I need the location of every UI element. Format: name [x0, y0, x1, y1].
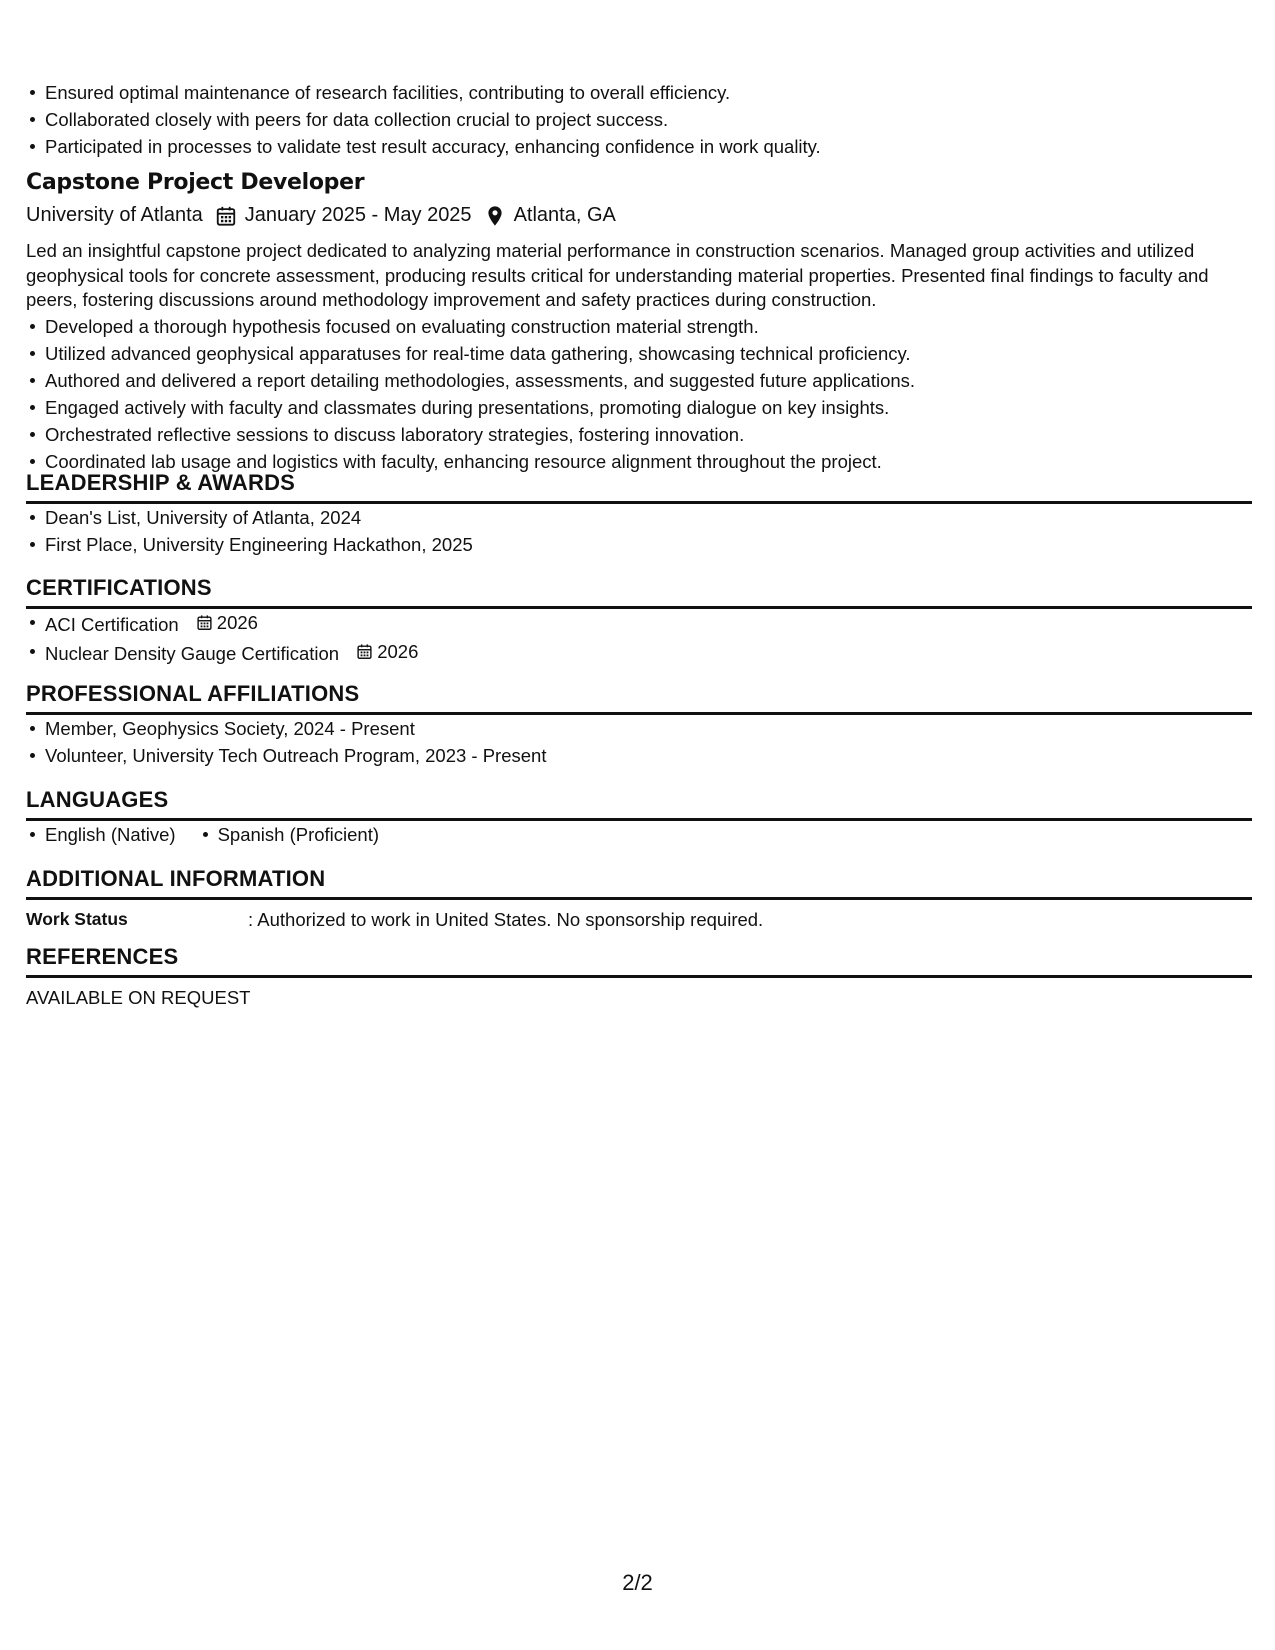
list-item	[45, 638, 1252, 667]
section-title: LANGUAGES	[26, 787, 169, 812]
work-status-row	[26, 906, 1252, 933]
certification-name: ACI Certification	[45, 614, 179, 635]
work-status-value: : Authorized to work in United States. No sponsorship required.	[248, 909, 764, 930]
list-item: Engaged actively with faculty and classmates during presentations, promoting dialogue on key insights.	[45, 394, 915, 421]
affiliations-section	[26, 680, 1252, 769]
job-title: Capstone Project Developer	[26, 170, 365, 195]
section-title: REFERENCES	[26, 944, 179, 969]
references-section	[26, 943, 1252, 1011]
languages-section	[26, 786, 1252, 848]
certifications-list	[26, 609, 1252, 667]
list-item: Dean's List, University of Atlanta, 2024	[45, 504, 1252, 531]
leadership-section	[26, 469, 1252, 558]
list-item: Spanish (Proficient)	[218, 821, 379, 848]
job-dates: January 2025 - May 2025	[244, 204, 472, 226]
section-divider	[26, 975, 1252, 978]
certification-name: Nuclear Density Gauge Certification	[45, 643, 340, 664]
list-item: Volunteer, University Tech Outreach Program, 2023 - Present	[45, 742, 1252, 769]
list-item: Developed a thorough hypothesis focused on evaluating construction material strength.	[45, 313, 915, 340]
list-item: First Place, University Engineering Hackathon, 2025	[45, 531, 1252, 558]
section-title: LEADERSHIP & AWARDS	[26, 470, 296, 495]
certification-year: 2026	[377, 641, 419, 662]
list-item: English (Native)	[45, 821, 176, 848]
leadership-list	[26, 504, 1252, 558]
section-divider	[26, 897, 1252, 900]
previous-role-bullets	[26, 79, 821, 160]
certification-year: 2026	[216, 612, 258, 633]
job-description: Led an insightful capstone project dedicated to analyzing material performance in construction scenarios. Managed group activities and utilized geophysical tools for concrete assessment, producing results critical for understanding material properties. Presented final findings to faculty and peers, fostering discussions around methodology improvement and safety practices during construction.	[26, 240, 1209, 310]
location-pin-icon	[484, 205, 506, 227]
section-title: PROFESSIONAL AFFILIATIONS	[26, 681, 360, 706]
list-item: Ensured optimal maintenance of research facilities, contributing to overall efficiency.	[45, 79, 821, 106]
job-bullets	[26, 313, 915, 475]
list-item: Utilized advanced geophysical apparatuses for real-time data gathering, showcasing technical proficiency.	[45, 340, 915, 367]
list-item: Authored and delivered a report detailing methodologies, assessments, and suggested future applications.	[45, 367, 915, 394]
job-organization: University of Atlanta	[26, 204, 203, 226]
job-location: Atlanta, GA	[513, 204, 616, 226]
page-number: 2/2	[622, 1570, 653, 1595]
work-status-label: Work Status	[26, 909, 128, 929]
references-text: AVAILABLE ON REQUEST	[26, 987, 251, 1008]
affiliations-list	[26, 715, 1252, 769]
job-meta	[26, 204, 616, 227]
list-item	[45, 609, 1252, 638]
calendar-icon	[356, 643, 373, 660]
list-item: Orchestrated reflective sessions to discuss laboratory strategies, fostering innovation.	[45, 421, 915, 448]
languages-list	[26, 821, 1252, 848]
section-title: CERTIFICATIONS	[26, 575, 212, 600]
list-item: Coordinated lab usage and logistics with faculty, enhancing resource alignment throughout the project.	[45, 448, 915, 475]
certifications-section	[26, 574, 1252, 667]
calendar-icon	[196, 614, 213, 631]
section-title: ADDITIONAL INFORMATION	[26, 866, 326, 891]
list-item: Participated in processes to validate test result accuracy, enhancing confidence in work quality.	[45, 133, 821, 160]
list-item: Collaborated closely with peers for data collection crucial to project success.	[45, 106, 821, 133]
list-item: Member, Geophysics Society, 2024 - Present	[45, 715, 1252, 742]
additional-info-section	[26, 865, 1252, 933]
calendar-icon	[215, 205, 237, 227]
